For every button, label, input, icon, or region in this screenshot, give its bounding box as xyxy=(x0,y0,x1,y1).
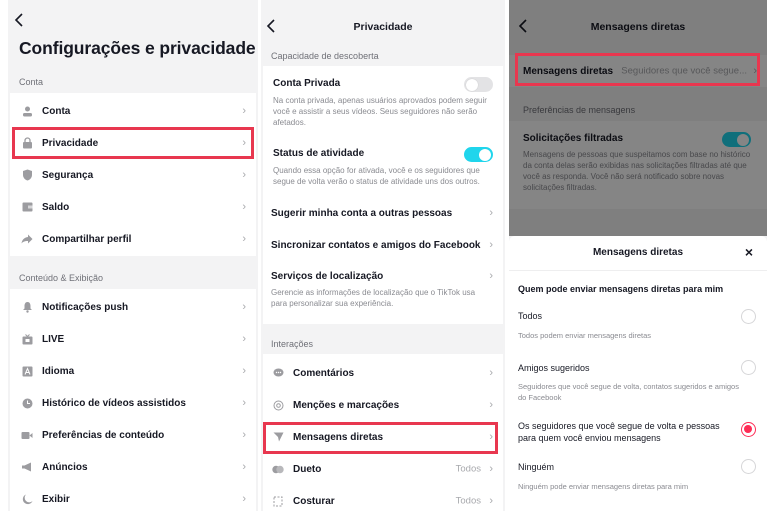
menu-item-preferencias[interactable] xyxy=(10,419,256,451)
page-title: Privacidade xyxy=(353,21,413,33)
setting-description: Quando essa opção for ativada, você e os seguidores que segue de volta verão o status de atividade uns dos outros. xyxy=(273,166,480,186)
menu-item-costurar[interactable] xyxy=(263,485,503,511)
option-title: Ninguém xyxy=(518,462,555,472)
menu-item-value: Seguidores que você segue... xyxy=(621,65,747,77)
chevron-right-icon: › xyxy=(489,239,493,251)
menu-item-label: Histórico de vídeos assistidos xyxy=(42,397,186,409)
section-header-conteudo: Conteúdo & Exibição xyxy=(19,273,104,283)
conta-card xyxy=(10,93,256,256)
divider xyxy=(509,270,767,271)
menu-item-sincronizar[interactable] xyxy=(263,229,503,261)
menu-item-anuncios[interactable] xyxy=(10,451,256,483)
toggle-knob xyxy=(466,79,478,91)
setting-label: Conta Privada xyxy=(273,78,341,89)
chevron-right-icon: › xyxy=(242,493,246,505)
option-todos[interactable] xyxy=(518,310,737,341)
menu-item-idioma[interactable] xyxy=(10,355,256,387)
conteudo-card xyxy=(10,289,256,511)
menu-item-label: Saldo xyxy=(42,201,70,213)
menu-item-notificacoes[interactable] xyxy=(10,291,256,323)
duet-icon xyxy=(271,462,285,476)
setting-label: Serviços de localização xyxy=(271,271,384,282)
settings-privacy-screen xyxy=(8,0,258,511)
option-title: Todos xyxy=(518,311,543,321)
chevron-right-icon: › xyxy=(242,169,246,181)
highlight-box-mensagens-diretas xyxy=(263,422,498,454)
chevron-right-icon: › xyxy=(242,201,246,213)
menu-item-label: Compartilhar perfil xyxy=(42,233,132,245)
page-title: Mensagens diretas xyxy=(590,21,686,33)
stitch-icon xyxy=(271,494,285,508)
section-header-descoberta: Capacidade de descoberta xyxy=(271,51,379,61)
discoverability-card xyxy=(263,66,503,324)
menu-item-label: Sincronizar contatos e amigos do Facebook xyxy=(271,239,481,251)
menu-item-dueto[interactable] xyxy=(263,453,503,485)
menu-item-historico[interactable] xyxy=(10,387,256,419)
setting-description: Na conta privada, apenas usuários aprovados podem seguir você e assistir a seus vídeos. Seus seguidores não serão afetados. xyxy=(273,96,487,127)
at-icon xyxy=(271,398,285,412)
chevron-right-icon: › xyxy=(753,65,757,77)
private-account-toggle[interactable] xyxy=(464,77,493,92)
menu-item-label: Mensagens diretas xyxy=(293,431,384,443)
menu-item-label: Conta xyxy=(42,105,71,117)
menu-item-compartilhar-perfil[interactable] xyxy=(10,223,256,255)
option-description: Todos podem enviar mensagens diretas xyxy=(518,331,651,340)
activity-status-setting xyxy=(273,148,493,187)
back-icon[interactable] xyxy=(14,13,24,27)
activity-status-toggle[interactable] xyxy=(464,147,493,162)
menu-item-label: Costurar xyxy=(293,495,335,507)
menu-item-label: Segurança xyxy=(42,169,94,181)
direct-messages-screen xyxy=(509,0,767,511)
setting-description: Mensagens de pessoas que suspeitamos com base no histórico da conta delas serão exibidas nas solicitações filtradas até que você as responda. Você não será notificado sobre novas solicitações filtradas. xyxy=(523,150,751,192)
moon-icon xyxy=(20,492,34,506)
chevron-right-icon: › xyxy=(242,105,246,117)
menu-item-conta[interactable] xyxy=(10,95,256,127)
page-title: Configurações e privacidade xyxy=(19,38,256,58)
menu-item-sugerir-conta[interactable] xyxy=(263,197,503,229)
option-description: Seguidores que você segue de volta, contatos sugeridos e amigos do Facebook xyxy=(518,382,739,402)
setting-label: Solicitações filtradas xyxy=(523,133,624,144)
tv-icon xyxy=(20,332,34,346)
section-header-interacoes: Interações xyxy=(271,339,314,349)
section-header-conta: Conta xyxy=(19,77,44,87)
video-icon xyxy=(20,428,34,442)
radio-seguidores-mutuos[interactable] xyxy=(741,422,756,437)
chevron-right-icon: › xyxy=(489,495,493,507)
chevron-right-icon: › xyxy=(489,367,493,379)
chevron-right-icon: › xyxy=(242,365,246,377)
menu-item-label: LIVE xyxy=(42,333,65,345)
bell-icon xyxy=(20,300,34,314)
menu-item-label: Privacidade xyxy=(42,137,99,149)
private-account-setting xyxy=(273,78,493,128)
dm-bottom-sheet xyxy=(509,236,767,511)
chevron-right-icon: › xyxy=(242,397,246,409)
menu-item-value: Todos xyxy=(455,495,481,507)
wallet-icon xyxy=(20,200,34,214)
chevron-right-icon: › xyxy=(489,463,493,475)
menu-item-label: Mensagens diretas xyxy=(523,65,614,77)
chevron-right-icon: › xyxy=(242,461,246,473)
radio-ninguem[interactable] xyxy=(741,459,756,474)
language-icon xyxy=(20,364,34,378)
menu-item-label: Sugerir minha conta a outras pessoas xyxy=(271,207,453,219)
shield-icon xyxy=(20,168,34,182)
menu-item-mencoes[interactable] xyxy=(263,389,503,421)
option-amigos-sugeridos[interactable] xyxy=(518,362,737,403)
modal-overlay[interactable] xyxy=(509,0,767,236)
highlight-box-dm-setting xyxy=(515,53,760,86)
menu-item-label: Menções e marcações xyxy=(293,399,400,411)
privacy-screen xyxy=(261,0,505,511)
menu-item-seguranca[interactable] xyxy=(10,159,256,191)
sheet-question: Quem pode enviar mensagens diretas para mim xyxy=(518,284,724,294)
menu-item-exibir[interactable] xyxy=(10,483,256,511)
menu-item-label: Exibir xyxy=(42,493,70,505)
chevron-right-icon: › xyxy=(242,333,246,345)
section-header-preferencias: Preferências de mensagens xyxy=(523,105,636,115)
chevron-right-icon: › xyxy=(242,301,246,313)
person-icon xyxy=(20,104,34,118)
setting-description: Gerencie as informações de localização que o TikTok usa para personalizar sua experiência. xyxy=(271,288,476,308)
menu-item-label: Notificações push xyxy=(42,301,129,313)
chevron-right-icon: › xyxy=(489,270,493,282)
menu-item-localizacao[interactable] xyxy=(271,271,493,309)
menu-item-comentarios[interactable] xyxy=(263,357,503,389)
radio-amigos-sugeridos[interactable] xyxy=(741,360,756,375)
highlight-box-privacidade xyxy=(12,127,254,159)
sheet-title: Mensagens diretas xyxy=(592,247,684,258)
chevron-right-icon: › xyxy=(242,429,246,441)
radio-todos[interactable] xyxy=(741,309,756,324)
menu-item-label: Anúncios xyxy=(42,461,88,473)
setting-label: Status de atividade xyxy=(273,148,365,159)
option-title: Amigos sugeridos xyxy=(518,363,590,373)
chevron-right-icon: › xyxy=(489,399,493,411)
share-icon xyxy=(20,232,34,246)
menu-item-label: Idioma xyxy=(42,365,75,377)
menu-item-live[interactable] xyxy=(10,323,256,355)
comment-icon xyxy=(271,366,285,380)
menu-item-saldo[interactable] xyxy=(10,191,256,223)
menu-item-label: Comentários xyxy=(293,367,355,379)
clock-icon xyxy=(20,396,34,410)
chevron-right-icon: › xyxy=(489,207,493,219)
menu-item-value: Todos xyxy=(455,463,481,475)
option-ninguem[interactable] xyxy=(518,461,737,492)
chevron-right-icon: › xyxy=(242,137,246,149)
menu-item-label: Dueto xyxy=(293,463,322,475)
option-seguidores-mutuos[interactable] xyxy=(518,420,737,444)
toggle-knob xyxy=(479,149,491,161)
menu-item-label: Preferências de conteúdo xyxy=(42,429,165,441)
chevron-right-icon: › xyxy=(242,233,246,245)
option-title: Os seguidores que você segue de volta e pessoas para quem você enviou mensagens xyxy=(518,421,720,443)
close-icon[interactable]: × xyxy=(744,244,753,260)
option-description: Ninguém pode enviar mensagens diretas para mim xyxy=(518,482,689,491)
chevron-right-icon: › xyxy=(489,431,493,443)
megaphone-icon xyxy=(20,460,34,474)
